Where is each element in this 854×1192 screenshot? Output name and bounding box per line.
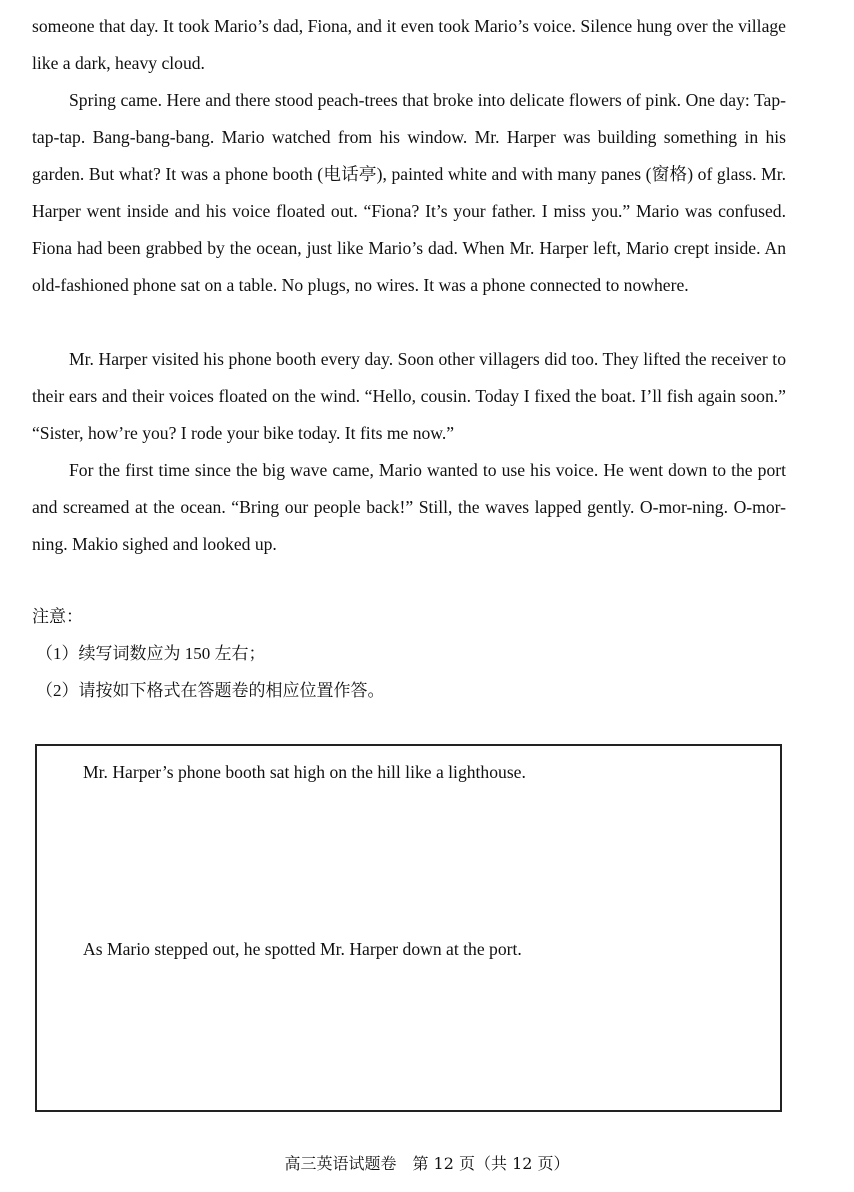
answer-box-opening-sentence-1: Mr. Harper’s phone booth sat high on the hill like a lighthouse. [83,762,526,782]
page-footer: 高三英语试题卷 第 12 页（共 12 页） [284,1154,570,1173]
note-item-word-count: （1）续写词数应为 150 左右； [36,644,266,663]
passage-paragraph-2: Spring came. Here and there stood peach-trees that broke into delicate flowers of pink. One day: Tap-tap-tap. Bang-bang-bang. Mario watched from his window. Mr. Harper was building something in his garden. But what? It was a phone booth (电话亭), painted white and with many panes (窗格) of glass. Mr. Harper went inside and his voice floated out. “Fiona? It’s your father. I miss you.” Mario was confused. Fiona had been grabbed by the ocean, just like Mario’s dad. When Mr. Harper left, Mario crept inside. An old-fashioned phone sat on a table. No plugs, no wires. It was a phone connected to nowhere. [32,90,786,295]
notes-title: 注意： [32,607,83,626]
passage-paragraph-4: For the first time since the big wave came, Mario wanted to use his voice. He went down to the port and screamed at the ocean. “Bring our people back!” Still, the waves lapped gently. O-mor-ning. O-mor-ning. Makio sighed and looked up. [32,460,786,554]
answer-box [35,744,782,1112]
passage-paragraph-1: someone that day. It took Mario’s dad, Fiona, and it even took Mario’s voice. Silence hung over the village like a dark, heavy cloud. [32,16,786,73]
answer-box-opening-sentence-2: As Mario stepped out, he spotted Mr. Harper down at the port. [83,939,522,959]
notes-section [32,598,792,709]
passage-paragraph-3: Mr. Harper visited his phone booth every day. Soon other villagers did too. They lifted the receiver to their ears and their voices floated on the wind. “Hello, cousin. Today I fixed the boat. I’ll fish again soon.” “Sister, how’re you? I rode your bike today. It fits me now.” [32,349,786,443]
note-item-answer-format: （2）请按如下格式在答题卷的相应位置作答。 [36,681,385,700]
